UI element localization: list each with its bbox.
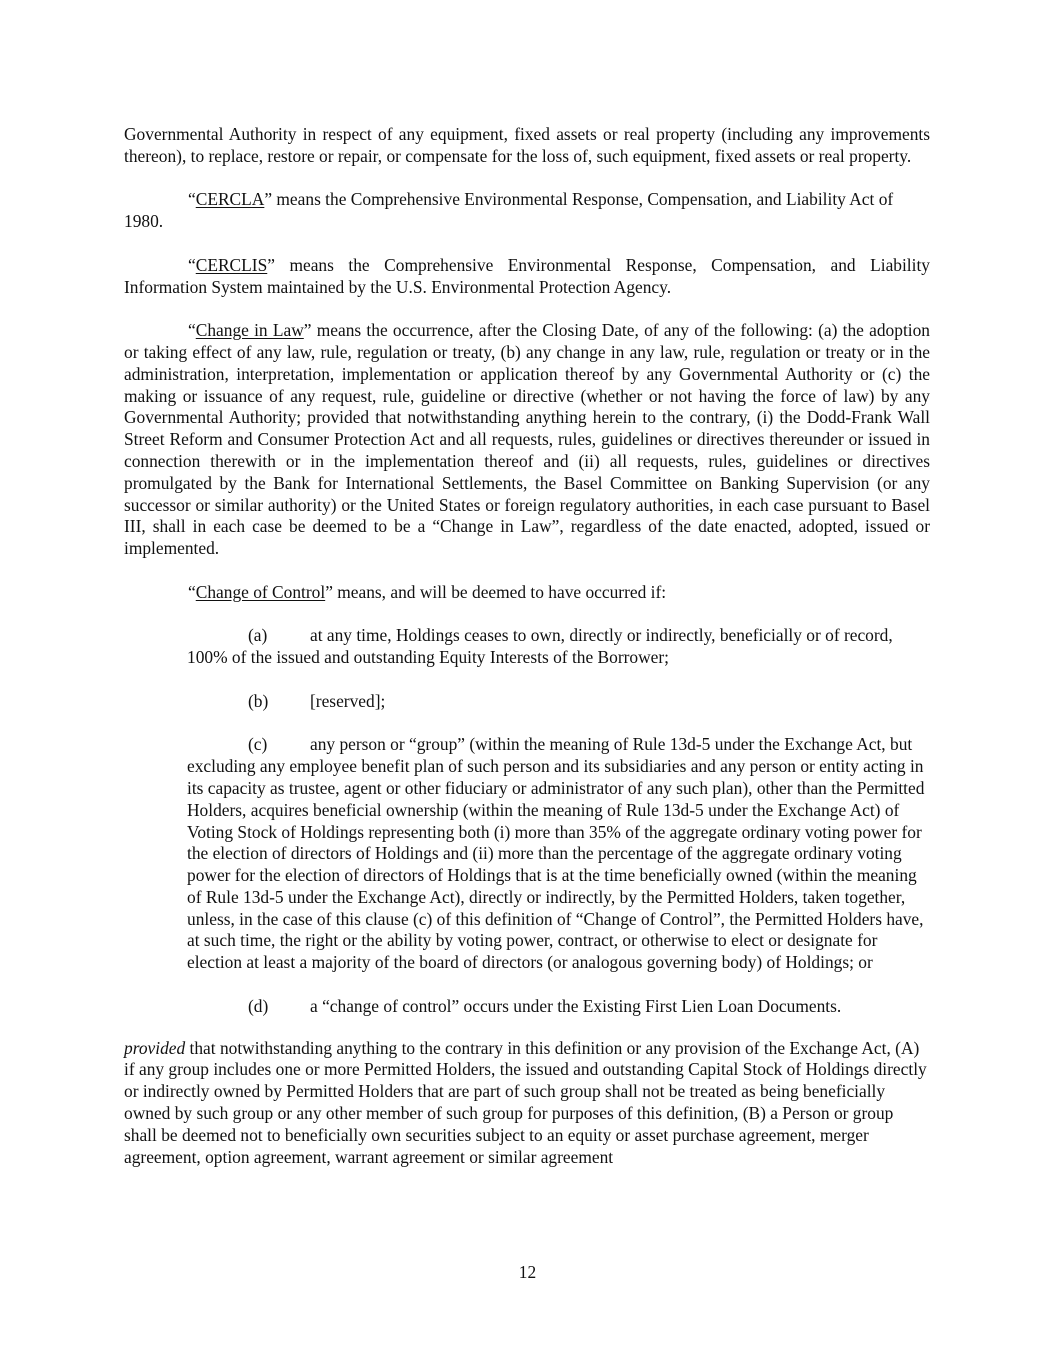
proviso-text: that notwithstanding anything to the contrary in this definition or any provision of the Exchange Act, (A) if any group includes one or more Permitted Holders, the issued and outstanding Capital Stock of Holdings directly or indirectly owned by Permitted Holders that are part of such group shall not be treated as being beneficially owned by such group or any other member of such group for purposes of this definition, (B) a Person or group shall be deemed not to beneficially own securities subject to an equity or asset purchase agreement, merger agreement, option agreement, warrant agreement or similar agreement bbox=[124, 1037, 927, 1167]
clause-a-label: (a) bbox=[248, 625, 268, 646]
clause-c-text: any person or “group” (within the meaning of Rule 13d-5 under the Exchange Act, but excluding any employee benefit plan of such person and its subsidiaries and any person or entity acting in its capacity as trustee, agent or other fiduciary or administrator of any such plan), other than the Permitted Holders, acquires beneficial ownership (within the meaning of Rule 13d-5 under the Exchange Act) of Voting Stock of Holdings representing both (i) more than 35% of the aggregate ordinary voting power for the election of directors of Holdings and (ii) more than the percentage of the aggregate ordinary voting power for the election of directors of Holdings that is at the time beneficially owned (within the meaning of Rule 13d-5 under the Exchange Act), directly or indirectly, by the Permitted Holders, taken together, unless, in the case of this clause (c) of this definition of “Change of Control”, the Permitted Holders have, at such time, the right or the ability by voting power, contract, or otherwise to elect or designate for election at least a majority of the board of directors (or analogous governing body) of Holdings; or bbox=[187, 734, 925, 973]
definition-change-of-control: “Change of Control” means, and will be deemed to have occurred if: bbox=[188, 581, 667, 602]
clause-d-label: (d) bbox=[248, 995, 269, 1016]
page-number: 12 bbox=[518, 1262, 537, 1282]
definition-change-of-control-body: ” means, and will be deemed to have occurred if: bbox=[325, 581, 667, 602]
clause-b-text: [reserved]; bbox=[310, 690, 386, 711]
clause-c bbox=[187, 734, 930, 974]
proviso-paragraph bbox=[124, 1038, 930, 1169]
defined-term-change-of-control: Change of Control bbox=[195, 581, 326, 602]
definition-change-in-law: “Change in Law” means the occurrence, after the Closing Date, of any of the following: (a) the adoption or taking effect of any law, rule, regulation or treaty, (b) any change in any law, rule, regulation or treaty or in the administration, interpretation, implementation or application thereof by any Governmental Authority or (c) the making or issuance of any request, rule, guideline or directive (whether or not having the force of law) by any Governmental Authority; provided that notwithstanding anything herein to the contrary, (i) the Dodd-Frank Wall Street Reform and Consumer Protection Act and all requests, rules, guidelines or directives thereunder or issued in connection therewith or in the implementation thereof and (ii) all requests, rules, guidelines or directives promulgated by the Bank for International Settlements, the Basel Committee on Banking Supervision (or any successor or similar authority) or the United States or foreign regulatory authorities, in each case pursuant to Basel III, shall in each case be deemed to be a “Change in Law”, regardless of the date enacted, adopted, issued or implemented. bbox=[124, 320, 930, 559]
clause-d bbox=[187, 996, 930, 1018]
clause-c-label: (c) bbox=[248, 734, 268, 755]
clause-b-label: (b) bbox=[248, 690, 269, 711]
document-page bbox=[124, 124, 930, 1190]
clause-d-text: a “change of control” occurs under the Existing First Lien Loan Documents. bbox=[310, 995, 842, 1016]
definition-cercla: “CERCLA” means the Comprehensive Environmental Response, Compensation, and Liability Act of 1980. bbox=[124, 189, 894, 232]
clause-a-text: at any time, Holdings ceases to own, directly or indirectly, beneficially or of record, 100% of the issued and outstanding Equity Interests of the Borrower; bbox=[187, 625, 893, 668]
proviso-lead: provided bbox=[124, 1037, 186, 1058]
intro-paragraph: Governmental Authority in respect of any equipment, fixed assets or real property (including any improvements thereon), to replace, restore or repair, or compensate for the loss of, such equipment, fixed assets or real property. bbox=[124, 124, 930, 166]
clause-a bbox=[187, 625, 930, 669]
defined-term-cerclis: CERCLIS bbox=[195, 254, 268, 275]
definition-cercla-body: ” means the Comprehensive Environmental Response, Compensation, and Liability Act of 1980. bbox=[124, 189, 894, 232]
definition-cerclis: “CERCLIS” means the Comprehensive Environmental Response, Compensation, and Liability Information System maintained by the U.S. Environmental Protection Agency. bbox=[124, 254, 930, 297]
clause-b bbox=[187, 691, 930, 713]
definition-cerclis-body: ” means the Comprehensive Environmental Response, Compensation, and Liability Information System maintained by the U.S. Environmental Protection Agency. bbox=[124, 254, 930, 297]
definition-change-in-law-body: ” means the occurrence, after the Closing Date, of any of the following: (a) the adoption or taking effect of any law, rule, regulation or treaty, (b) any change in any law, rule, regulation or treaty or in the administration, interpretation, implementation or application thereof by any Governmental Authority or (c) the making or issuance of any request, rule, guideline or directive (whether or not having the force of law) by any Governmental Authority; provided that notwithstanding anything herein to the contrary, (i) the Dodd-Frank Wall Street Reform and Consumer Protection Act and all requests, rules, guidelines or directives thereunder or issued in connection therewith or in the implementation thereof and (ii) all requests, rules, guidelines or directives promulgated by the Bank for International Settlements, the Basel Committee on Banking Supervision (or any successor or similar authority) or the United States or foreign regulatory authorities, in each case pursuant to Basel III, shall in each case be deemed to be a “Change in Law”, regardless of the date enacted, adopted, issued or implemented. bbox=[124, 320, 930, 559]
defined-term-change-in-law: Change in Law bbox=[195, 320, 304, 341]
defined-term-cercla: CERCLA bbox=[195, 189, 265, 210]
